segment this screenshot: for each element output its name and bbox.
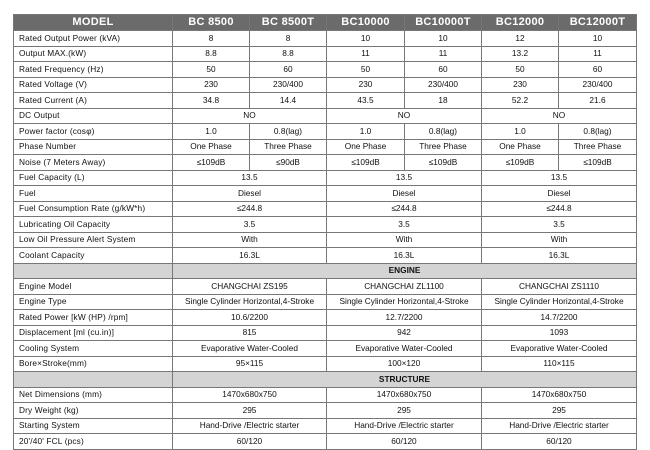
cell-value: Three Phase [559, 139, 637, 155]
cell-value: 50 [327, 62, 405, 78]
cell-value: 11 [559, 46, 637, 62]
model-name: BC12000 [482, 15, 559, 31]
cell-value: 16.3L [482, 248, 637, 264]
spec-row [14, 124, 637, 140]
spec-row [14, 62, 637, 78]
spec-row [14, 155, 637, 171]
row-label: Lubricating Oil Capacity [14, 217, 173, 233]
spec-row [14, 217, 637, 233]
cell-value: 10.6/2200 [173, 310, 327, 326]
cell-value: 10 [327, 31, 405, 47]
cell-value: ≤90dB [250, 155, 327, 171]
spec-row [14, 77, 637, 93]
row-label: Rated Power [kW (HP) /rpm] [14, 310, 173, 326]
cell-value: 8.8 [250, 46, 327, 62]
cell-value: Single Cylinder Horizontal,4-Stroke [173, 294, 327, 310]
cell-value: 942 [327, 325, 482, 341]
cell-value: 11 [405, 46, 482, 62]
cell-value: With [482, 232, 637, 248]
row-label: Net Dimensions (mm) [14, 387, 173, 403]
cell-value: 13.5 [173, 170, 327, 186]
cell-value: 12 [482, 31, 559, 47]
spec-row [14, 201, 637, 217]
row-label: DC Output [14, 108, 173, 124]
model-name: BC 8500T [250, 15, 327, 31]
engine-section-header [14, 263, 637, 279]
cell-value: 0.8(lag) [405, 124, 482, 140]
row-label: Rated Current (A) [14, 93, 173, 109]
structure-row [14, 418, 637, 434]
spec-row [14, 139, 637, 155]
cell-value: 1470x680x750 [327, 387, 482, 403]
row-label: Fuel Capacity (L) [14, 170, 173, 186]
model-name: BC10000 [327, 15, 405, 31]
row-label: Power factor (cosφ) [14, 124, 173, 140]
cell-value: 8.8 [173, 46, 250, 62]
cell-value: ≤109dB [559, 155, 637, 171]
section-spacer [14, 263, 173, 279]
cell-value: 50 [482, 62, 559, 78]
cell-value: With [327, 232, 482, 248]
cell-value: 12.7/2200 [327, 310, 482, 326]
structure-row [14, 387, 637, 403]
cell-value: One Phase [482, 139, 559, 155]
cell-value: With [173, 232, 327, 248]
row-label: Rated Voltage (V) [14, 77, 173, 93]
cell-value: 815 [173, 325, 327, 341]
row-label: Dry Weight (kg) [14, 403, 173, 419]
cell-value: 34.8 [173, 93, 250, 109]
cell-value: Hand-Drive /Electric starter [482, 418, 637, 434]
cell-value: 52.2 [482, 93, 559, 109]
cell-value: 14.4 [250, 93, 327, 109]
cell-value: Evaporative Water-Cooled [482, 341, 637, 357]
cell-value: Evaporative Water-Cooled [173, 341, 327, 357]
cell-value: 60/120 [482, 434, 637, 450]
cell-value: ≤109dB [405, 155, 482, 171]
cell-value: ≤109dB [173, 155, 250, 171]
engine-row [14, 294, 637, 310]
engine-row [14, 310, 637, 326]
cell-value: Diesel [327, 186, 482, 202]
row-label: Starting System [14, 418, 173, 434]
cell-value: Evaporative Water-Cooled [327, 341, 482, 357]
cell-value: 295 [327, 403, 482, 419]
cell-value: One Phase [173, 139, 250, 155]
cell-value: 1.0 [173, 124, 250, 140]
cell-value: 60 [559, 62, 637, 78]
cell-value: 3.5 [327, 217, 482, 233]
model-name: BC10000T [405, 15, 482, 31]
row-label: Low Oil Pressure Alert System [14, 232, 173, 248]
cell-value: 13.5 [327, 170, 482, 186]
cell-value: 8 [250, 31, 327, 47]
cell-value: 11 [327, 46, 405, 62]
spec-row [14, 93, 637, 109]
cell-value: 21.6 [559, 93, 637, 109]
cell-value: 230/400 [559, 77, 637, 93]
section-title: STRUCTURE [173, 372, 637, 388]
row-label: Noise (7 Meters Away) [14, 155, 173, 171]
cell-value: 1093 [482, 325, 637, 341]
cell-value: One Phase [327, 139, 405, 155]
cell-value: 0.8(lag) [250, 124, 327, 140]
cell-value: Hand-Drive /Electric starter [173, 418, 327, 434]
engine-row [14, 356, 637, 372]
cell-value: Three Phase [250, 139, 327, 155]
structure-row [14, 403, 637, 419]
cell-value: CHANGCHAI ZL1100 [327, 279, 482, 295]
cell-value: 10 [559, 31, 637, 47]
row-label: Rated Output Power (kVA) [14, 31, 173, 47]
cell-value: 1.0 [327, 124, 405, 140]
row-label: Fuel Consumption Rate (g/kW*h) [14, 201, 173, 217]
cell-value: 18 [405, 93, 482, 109]
cell-value: Hand-Drive /Electric starter [327, 418, 482, 434]
row-label: Fuel [14, 186, 173, 202]
cell-value: 295 [482, 403, 637, 419]
cell-value: 16.3L [173, 248, 327, 264]
cell-value: ≤244.8 [482, 201, 637, 217]
cell-value: 60 [250, 62, 327, 78]
cell-value: 230 [173, 77, 250, 93]
spec-row [14, 248, 637, 264]
cell-value: 13.5 [482, 170, 637, 186]
cell-value: 1.0 [482, 124, 559, 140]
cell-value: 14.7/2200 [482, 310, 637, 326]
cell-value: 3.5 [482, 217, 637, 233]
row-label: Phase Number [14, 139, 173, 155]
spec-row [14, 108, 637, 124]
model-header: MODEL [14, 15, 173, 31]
section-title: ENGINE [173, 263, 637, 279]
cell-value: 230/400 [250, 77, 327, 93]
cell-value: 110×115 [482, 356, 637, 372]
cell-value: NO [482, 108, 637, 124]
cell-value: 230 [482, 77, 559, 93]
cell-value: 1470x680x750 [173, 387, 327, 403]
row-label: Output MAX.(kW) [14, 46, 173, 62]
cell-value: Diesel [173, 186, 327, 202]
cell-value: 0.8(lag) [559, 124, 637, 140]
row-label: Engine Type [14, 294, 173, 310]
model-name: BC 8500 [173, 15, 250, 31]
header-row [14, 15, 637, 31]
cell-value: ≤109dB [482, 155, 559, 171]
cell-value: 10 [405, 31, 482, 47]
spec-sheet [13, 14, 636, 450]
spec-row [14, 170, 637, 186]
spec-row [14, 232, 637, 248]
cell-value: ≤109dB [327, 155, 405, 171]
cell-value: Diesel [482, 186, 637, 202]
cell-value: 3.5 [173, 217, 327, 233]
cell-value: ≤244.8 [327, 201, 482, 217]
section-spacer [14, 372, 173, 388]
row-label: Engine Model [14, 279, 173, 295]
cell-value: 8 [173, 31, 250, 47]
row-label: Displacement [ml (cu.in)] [14, 325, 173, 341]
engine-row [14, 341, 637, 357]
model-name: BC12000T [559, 15, 637, 31]
row-label: 20'/40' FCL (pcs) [14, 434, 173, 450]
cell-value: 230/400 [405, 77, 482, 93]
cell-value: 50 [173, 62, 250, 78]
cell-value: Single Cylinder Horizontal,4-Stroke [327, 294, 482, 310]
structure-row [14, 434, 637, 450]
row-label: Coolant Capacity [14, 248, 173, 264]
spec-row [14, 46, 637, 62]
spec-row [14, 186, 637, 202]
spec-table [13, 14, 637, 450]
cell-value: Single Cylinder Horizontal,4-Stroke [482, 294, 637, 310]
cell-value: 295 [173, 403, 327, 419]
engine-row [14, 279, 637, 295]
spec-row [14, 31, 637, 47]
cell-value: NO [327, 108, 482, 124]
structure-section-header [14, 372, 637, 388]
cell-value: 16.3L [327, 248, 482, 264]
row-label: Bore×Stroke(mm) [14, 356, 173, 372]
cell-value: 60 [405, 62, 482, 78]
row-label: Rated Frequency (Hz) [14, 62, 173, 78]
cell-value: 60/120 [327, 434, 482, 450]
cell-value: 1470x680x750 [482, 387, 637, 403]
cell-value: CHANGCHAI ZS1110 [482, 279, 637, 295]
cell-value: 230 [327, 77, 405, 93]
cell-value: Three Phase [405, 139, 482, 155]
spec-table-body [14, 15, 637, 450]
cell-value: 100×120 [327, 356, 482, 372]
cell-value: 60/120 [173, 434, 327, 450]
cell-value: NO [173, 108, 327, 124]
engine-row [14, 325, 637, 341]
cell-value: 43.5 [327, 93, 405, 109]
cell-value: 95×115 [173, 356, 327, 372]
cell-value: ≤244.8 [173, 201, 327, 217]
row-label: Cooling System [14, 341, 173, 357]
cell-value: 13.2 [482, 46, 559, 62]
cell-value: CHANGCHAI ZS195 [173, 279, 327, 295]
